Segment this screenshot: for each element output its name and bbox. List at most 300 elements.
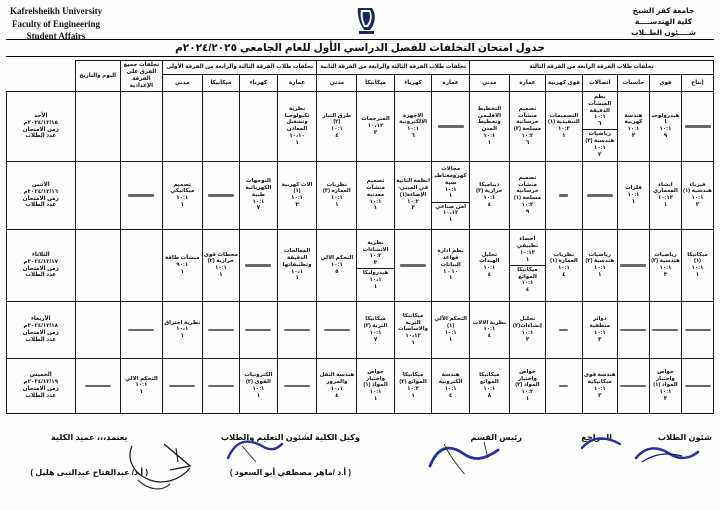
empty-cell bbox=[394, 230, 432, 302]
exam-time: ١٠:١ bbox=[291, 195, 304, 202]
exam-subject: هيدرولوجيا bbox=[651, 112, 680, 126]
group-header-third-fourth-from-first: تخلفات طلاب الفرقة الثالثة والرابعة من الفرقة الأولى bbox=[162, 61, 317, 75]
dash-mark bbox=[620, 385, 646, 387]
exam-subject: تصميم منشآت خرسانية مسلحة (٢) bbox=[513, 106, 542, 133]
dash-mark bbox=[245, 264, 271, 266]
signature-footer bbox=[0, 432, 720, 510]
exam-time: ١٠:١ bbox=[369, 198, 382, 205]
exam-cell bbox=[432, 359, 470, 414]
exam-subject: تصميم منشآت معدنية bbox=[366, 178, 385, 198]
exam-student-count: ٦ bbox=[411, 133, 415, 140]
exam-subject: هندسة كهربية bbox=[624, 112, 643, 126]
exam-cell bbox=[240, 359, 278, 414]
exam-student-count: ١ bbox=[295, 139, 299, 146]
dash-mark bbox=[284, 329, 310, 331]
exam-time: ١٠ - ١ bbox=[443, 268, 459, 275]
empty-cell bbox=[432, 92, 470, 162]
exam-student-count: ٤ bbox=[487, 202, 492, 209]
dash-mark bbox=[559, 329, 568, 331]
exam-time: ١٠:١ bbox=[691, 265, 704, 272]
student-count-label: عدد الطلاب bbox=[25, 392, 57, 399]
exam-time-label: زمن الامتحان bbox=[22, 126, 59, 133]
signature-head-of-department bbox=[470, 432, 522, 468]
subcol-computers: حاسبات bbox=[617, 75, 649, 92]
exam-student-count: ١ bbox=[487, 139, 492, 146]
exam-cell bbox=[469, 162, 509, 230]
group-header-third-fourth-from-second: تخلفات طلاب الفرقة الثالثة والرابعة من الفرقة الثانية bbox=[317, 61, 469, 75]
day-date: ٢٠٢٤/١٢/١٨م bbox=[23, 323, 59, 330]
exam-time: ١٠:١ bbox=[691, 195, 704, 202]
exam-student-count: ٣ bbox=[598, 336, 602, 343]
exam-cell bbox=[357, 92, 395, 162]
exam-student-count: ١ bbox=[139, 389, 144, 396]
exam-student-count: ١ bbox=[411, 339, 415, 346]
table-row bbox=[7, 359, 714, 414]
exam-student-count: ١ bbox=[448, 275, 453, 282]
exam-time: ١٠،١ bbox=[330, 385, 343, 392]
exam-time: ١٠،١ bbox=[176, 326, 189, 333]
exam-student-count: ٤ bbox=[335, 133, 339, 140]
exam-cell bbox=[357, 359, 395, 414]
empty-cell bbox=[202, 92, 240, 162]
dash-mark bbox=[620, 329, 646, 331]
empty-cell bbox=[202, 359, 240, 414]
table-row bbox=[7, 92, 714, 162]
exam-subject: التحكم الآلي (١) bbox=[434, 316, 468, 329]
exam-time: ١٠:١ bbox=[369, 329, 382, 336]
exam-student-count: ١ bbox=[598, 272, 602, 279]
exam-subject: منشآت طاقة bbox=[164, 255, 200, 262]
exam-student-count: ١ bbox=[295, 275, 299, 282]
empty-cell bbox=[75, 162, 120, 230]
exam-subject: دوائر منطقية bbox=[589, 316, 611, 329]
day-date: ٢٠٢٤/١٢/١٧م bbox=[23, 258, 59, 265]
empty-cell bbox=[649, 302, 681, 359]
exam-student-count: ٢ bbox=[631, 133, 636, 140]
student-count-label: عدد الطلاب bbox=[25, 133, 57, 140]
exam-cell bbox=[546, 92, 582, 162]
exam-cell bbox=[317, 230, 357, 302]
exam-time: ١٠:١ bbox=[330, 261, 343, 268]
exam-student-count: ٧ bbox=[256, 205, 261, 212]
exam-student-count: ١ bbox=[631, 198, 636, 205]
exam-subject: فلزات bbox=[625, 185, 642, 192]
day-date-cell bbox=[7, 302, 76, 359]
exam-subject: ميكانيكا الموائع (٢) bbox=[399, 372, 427, 385]
dash-mark bbox=[620, 264, 646, 266]
exam-student-count: ١ bbox=[411, 392, 415, 399]
student-count-label: عدد الطلاب bbox=[25, 202, 57, 209]
empty-cell bbox=[681, 359, 713, 414]
exam-subject: هندسة قوى ميكانيكية bbox=[583, 372, 616, 385]
exam-time-label: زمن الامتحان bbox=[22, 195, 59, 202]
empty-cell bbox=[546, 162, 582, 230]
exam-subject: تصميم منشآت خرسانية مسلحة (١) bbox=[513, 175, 542, 202]
dash-mark bbox=[652, 329, 678, 331]
exam-subject: هندسة الكترونية bbox=[438, 372, 463, 385]
faculty-name-ar: كلية الهندســــة bbox=[635, 16, 693, 26]
exam-student-count: ٢ bbox=[598, 392, 602, 399]
exam-cell bbox=[317, 359, 357, 414]
exam-cell bbox=[317, 92, 357, 162]
column-header-day-date: اليوم والتاريخ bbox=[75, 61, 120, 92]
exam-time: ١٠:١ bbox=[593, 385, 606, 392]
student-count-label: عدد الطلاب bbox=[25, 272, 57, 279]
subcol-mech-2nd: ميكانيكا bbox=[357, 75, 395, 92]
group-header-fourth-from-third: تخلفات طلاب الفرقة الرابعة من الفرقة الثالثة bbox=[469, 61, 713, 75]
exam-subject: ميكانيكا التربة والاساسات bbox=[398, 312, 429, 333]
exam-subject: تصميم ميكانيكي bbox=[170, 181, 195, 195]
university-logo-icon bbox=[350, 5, 384, 35]
exam-time: ١٠:١ bbox=[252, 198, 265, 205]
signature-role-1: المراجع bbox=[581, 433, 612, 442]
exam-student-count: ٤ bbox=[448, 392, 453, 399]
dash-mark bbox=[587, 194, 613, 196]
exam-time-label: زمن الامتحان bbox=[22, 330, 59, 336]
exam-time: ١٠:١ bbox=[407, 126, 420, 133]
exam-time: ١٠:١ bbox=[483, 195, 496, 202]
empty-cell bbox=[681, 302, 713, 359]
exam-time: ١٠،١٠ bbox=[289, 132, 305, 139]
exam-student-count: ٢ bbox=[695, 202, 700, 209]
exam-time: ١٠:١ bbox=[444, 329, 457, 336]
exam-student-count: ٣ bbox=[663, 272, 668, 279]
exam-time: ١٠:١ bbox=[330, 126, 343, 133]
exam-cell bbox=[394, 302, 432, 359]
exam-student-count: ١ bbox=[562, 133, 566, 140]
exam-cell bbox=[162, 230, 202, 302]
exam-time: ١٠:٢ bbox=[407, 198, 420, 205]
day-date-cell bbox=[7, 359, 76, 414]
exam-time: ١٠:١ bbox=[252, 385, 265, 392]
exam-cell bbox=[357, 302, 395, 359]
subcol-architecture-2nd: عمارة bbox=[432, 75, 470, 92]
empty-cell bbox=[277, 359, 317, 414]
exam-subject: فيزياء هندسية (١) bbox=[683, 181, 712, 195]
dash-mark bbox=[208, 385, 234, 387]
faculty-name-en: Faculty of Engineering bbox=[12, 18, 101, 29]
student-count-label: عدد الطلاب bbox=[25, 336, 57, 343]
exam-student-count: ١ bbox=[180, 268, 185, 275]
exam-cell bbox=[277, 230, 317, 302]
empty-cell bbox=[681, 92, 713, 162]
empty-cell bbox=[162, 359, 202, 414]
exam-time: ٩٠:١ bbox=[176, 261, 189, 268]
day-name: الأربعاء bbox=[31, 316, 51, 323]
empty-cell bbox=[617, 230, 649, 302]
exam-cell bbox=[617, 162, 649, 230]
exam-cell bbox=[649, 230, 681, 302]
exam-subject: المعالجات الدقيقة وتطبيقاتها bbox=[282, 248, 312, 268]
exam-cell bbox=[162, 302, 202, 359]
exam-subject: نظريات العمارة (١) bbox=[550, 251, 578, 265]
exam-time: ١٠:١ bbox=[521, 329, 534, 336]
exam-cell bbox=[277, 162, 317, 230]
exam-cell-split: نظم المنشآت الدقيقة ١٠:١ ٦ رياضيات هندسية (٣) ١٠:١ ٢ bbox=[582, 92, 617, 162]
exam-cell bbox=[509, 359, 545, 414]
university-name-ar: جامعة كفر الشيخ bbox=[632, 6, 695, 15]
day-date-cell bbox=[7, 162, 76, 230]
empty-cell bbox=[202, 162, 240, 230]
subcol-power-mech: قوى bbox=[649, 75, 681, 92]
dash-mark bbox=[685, 329, 711, 331]
exam-time: ١٠:١ bbox=[659, 265, 672, 272]
signature-role-4: يعتمد،،، عميد الكلية bbox=[50, 433, 128, 442]
exam-student-count: ١ bbox=[180, 333, 185, 340]
exam-cell bbox=[617, 92, 649, 162]
dash-mark bbox=[438, 125, 464, 127]
exam-subject: ديناميكا حرارية (٢) bbox=[476, 181, 503, 195]
empty-cell bbox=[75, 302, 120, 359]
exam-time: ١٠:١٢ bbox=[657, 195, 674, 202]
exam-time: ١٠:١ bbox=[214, 265, 227, 272]
day-name: الثلاثاء bbox=[32, 251, 50, 258]
exam-student-count: ١ bbox=[180, 202, 185, 209]
exam-subject: التصميمات التنفيذية (١) bbox=[548, 112, 580, 126]
dash-mark bbox=[208, 329, 234, 331]
dash-mark bbox=[324, 329, 350, 331]
exam-subject: الاجهزة الالكترونية bbox=[399, 112, 428, 126]
exam-student-count: ٩ bbox=[525, 208, 530, 215]
exam-subject: تحليل الهيدات bbox=[479, 251, 500, 265]
empty-cell bbox=[75, 92, 120, 162]
empty-cell bbox=[120, 162, 162, 230]
exam-cell bbox=[202, 230, 240, 302]
exam-cell bbox=[582, 359, 617, 414]
subcol-communications: اتصالات bbox=[582, 75, 617, 92]
table-group-header-row bbox=[7, 61, 714, 75]
exam-time: ١٠:٢ bbox=[521, 389, 534, 395]
exam-subject: ميكانيكا الموائع bbox=[479, 372, 500, 385]
subcol-architecture-4th: عمارة bbox=[509, 75, 545, 92]
exam-subject: نظرية تكنولوجيا وتشغيل المعادن bbox=[284, 106, 310, 133]
empty-cell bbox=[317, 302, 357, 359]
exam-student-count: ١ bbox=[335, 202, 339, 209]
exam-student-count: ٤ bbox=[335, 392, 339, 399]
table-row bbox=[7, 230, 714, 302]
department-name-ar: شــــئون الطــلاب bbox=[631, 27, 696, 37]
exam-cell-split: احصاء تطبيقي ١٠:١٢ ١ ميكانيكا الموائع ١٠:١ ٤ bbox=[509, 230, 545, 302]
exam-time: ١٠:٢ bbox=[521, 201, 534, 208]
empty-cell bbox=[617, 359, 649, 414]
dash-mark bbox=[400, 264, 426, 266]
exam-student-count: ١ bbox=[219, 272, 223, 279]
dash-mark bbox=[685, 385, 711, 387]
university-english-heading bbox=[6, 4, 102, 43]
university-name-en: Kafrelsheikh University bbox=[10, 6, 103, 16]
exam-time-label: زمن الامتحان bbox=[22, 386, 59, 392]
empty-cell bbox=[120, 230, 162, 302]
exam-time: ١٠:١ bbox=[659, 126, 672, 133]
exam-cell bbox=[240, 162, 278, 230]
exam-student-count: ٣ bbox=[411, 205, 415, 212]
day-name: الأحد bbox=[34, 112, 48, 119]
exam-student-count: ١ bbox=[525, 395, 530, 402]
exam-cell bbox=[509, 302, 545, 359]
exam-cell bbox=[681, 230, 713, 302]
exam-subject: محطات قوى حرارية (٢) bbox=[203, 251, 238, 265]
exam-subject: التحكم الالي bbox=[320, 255, 354, 262]
exam-cell bbox=[469, 302, 509, 359]
exam-time: ١٠،١٢ bbox=[367, 122, 384, 129]
subcol-electric-1st: كهرباء bbox=[240, 75, 278, 92]
empty-cell bbox=[75, 230, 120, 302]
table-row bbox=[7, 162, 714, 230]
subcol-civil-4th: مدني bbox=[469, 75, 509, 92]
empty-cell bbox=[546, 359, 582, 414]
exam-time: ١٠:٢ bbox=[407, 385, 420, 392]
empty-cell bbox=[240, 302, 278, 359]
exam-time: ١٠:١ bbox=[444, 385, 457, 392]
exam-time: ١٠:١ bbox=[593, 329, 606, 336]
empty-cell bbox=[240, 92, 278, 162]
university-arabic-heading bbox=[631, 4, 714, 39]
exam-time: ١٠:١ bbox=[176, 195, 189, 202]
exam-cell bbox=[469, 92, 509, 162]
exam-subject: رياضيات هندسية (٢) bbox=[585, 251, 615, 265]
signature-role-0: شئون الطلاب bbox=[657, 433, 712, 442]
group-header-prep: تخلفات جميع الفرق على الفرقة الإعدادية bbox=[120, 61, 162, 92]
dash-mark bbox=[284, 385, 310, 387]
exam-cell bbox=[509, 92, 545, 162]
exam-cell bbox=[469, 230, 509, 302]
empty-cell bbox=[546, 302, 582, 359]
title-section bbox=[6, 39, 714, 57]
exam-subject: رياضيات هندسية (٢) bbox=[651, 251, 680, 265]
dash-mark bbox=[128, 329, 154, 331]
subcol-electric-power: قوى كهربية bbox=[546, 75, 582, 92]
exam-student-count: ١ bbox=[663, 202, 668, 209]
empty-cell bbox=[202, 302, 240, 359]
day-date: ٢٠٢٤/١٢/١٥م bbox=[23, 119, 59, 126]
exam-subject: الات كهربية (١) bbox=[281, 181, 313, 195]
exam-time: ١٠:١ bbox=[483, 385, 496, 392]
empty-cell bbox=[240, 230, 278, 302]
subcol-production: إنتاج bbox=[681, 75, 713, 92]
dash-mark bbox=[685, 125, 711, 127]
signature-role-3: وكيل الكلية لشئون التعليم والطلاب bbox=[220, 433, 360, 442]
exam-student-count: ١ bbox=[373, 395, 378, 402]
subcol-electric-2nd: كهرباء bbox=[394, 75, 432, 92]
exam-cell-split: نظرية الانشاءات ١٠:٢ ٣ هيدروليكا ١٠،١ ١ bbox=[357, 230, 395, 302]
empty-cell bbox=[582, 162, 617, 230]
exam-student-count: ٥ bbox=[335, 268, 339, 275]
exam-subject: تحليل إنشاءات(٢) bbox=[513, 316, 542, 329]
exam-subject: نظم ادارة قواعد البيانات bbox=[437, 248, 464, 268]
empty-cell bbox=[75, 359, 120, 414]
dash-mark bbox=[559, 194, 568, 196]
day-date: ٢٠٢٤/١٢/١٦م bbox=[23, 188, 59, 195]
signature-reviewer bbox=[581, 432, 612, 468]
exam-time: ١٠:١ bbox=[627, 191, 640, 198]
exam-student-count: ٤ bbox=[562, 272, 566, 279]
exam-student-count: ١ bbox=[695, 272, 700, 279]
exam-cell bbox=[681, 162, 713, 230]
dash-mark bbox=[128, 194, 154, 196]
empty-cell bbox=[120, 92, 162, 162]
exam-time: ١٠،١ bbox=[291, 268, 304, 275]
page-title: جدول امتحان التخلفات للفصل الدراسي الأول للعام الجامعي ٢٠٢٤/٢٠٢٥م bbox=[6, 40, 714, 57]
day-date-cell bbox=[7, 92, 76, 162]
exam-subject: انشاء المعماري bbox=[653, 181, 678, 195]
exam-time: ١٠:١ bbox=[369, 389, 382, 395]
dash-mark bbox=[169, 385, 195, 387]
exam-time: ١٠:١ bbox=[330, 195, 343, 202]
dash-mark bbox=[85, 385, 111, 387]
day-date: ٢٠٢٤/١٢/١٩م bbox=[23, 379, 59, 386]
exam-time: ١٠:١ bbox=[659, 389, 672, 395]
subcol-civil-1st: مدني bbox=[162, 75, 202, 92]
exam-subject: الكترونيات القوى (٢) bbox=[244, 372, 273, 385]
day-name: الخميس bbox=[29, 372, 52, 379]
exam-time: ١٠:١ bbox=[483, 132, 496, 139]
exam-student-count: ٧ bbox=[373, 336, 378, 343]
exam-time: ١٠:١ bbox=[557, 265, 570, 272]
day-date-cell bbox=[7, 230, 76, 302]
exam-cell bbox=[469, 359, 509, 414]
exam-subject: التوجهات الكهربائية طبية bbox=[245, 178, 272, 198]
exam-subject: التخطيط الاقليمي وتخطيط المدن bbox=[477, 106, 502, 133]
exam-time: ١٠:١ bbox=[483, 265, 496, 272]
exam-subject: التحكم الالي bbox=[124, 375, 158, 382]
exam-time: ١٠،١٢ bbox=[405, 333, 421, 339]
document-header bbox=[6, 4, 714, 42]
empty-cell bbox=[277, 302, 317, 359]
exam-subject: نظرية الالات bbox=[472, 319, 507, 326]
dash-mark bbox=[559, 385, 568, 387]
exam-student-count: ٩ bbox=[663, 133, 668, 140]
exam-time-label: زمن الامتحان bbox=[22, 265, 59, 272]
exam-subject: خواص واختبار المواد (٢) bbox=[515, 368, 540, 389]
exam-student-count: ١ bbox=[373, 205, 378, 212]
day-name: الاثنين bbox=[31, 181, 50, 188]
empty-cell bbox=[162, 92, 202, 162]
exam-subject: نظريات العمارة (٣) bbox=[322, 181, 351, 195]
exam-subject: خواص واختبار المواد (١) bbox=[363, 368, 388, 389]
dash-mark bbox=[245, 329, 271, 331]
empty-cell bbox=[617, 302, 649, 359]
exam-cell bbox=[432, 230, 470, 302]
exam-subject: المترجمات bbox=[361, 116, 390, 123]
signature-role-2: رئيس القسم bbox=[470, 433, 522, 442]
exam-student-count: ٣ bbox=[663, 395, 668, 402]
exam-cell bbox=[649, 162, 681, 230]
exam-time: ١٠:١ bbox=[627, 126, 640, 133]
exam-time: ١٠:٢ bbox=[521, 132, 534, 139]
exam-subject: ميكانيكا التربة (٢) bbox=[363, 316, 388, 329]
exam-cell bbox=[394, 162, 432, 230]
exam-cell bbox=[394, 359, 432, 414]
signature-dean bbox=[30, 432, 148, 477]
exam-student-count: ٢ bbox=[373, 129, 378, 136]
exam-cell bbox=[432, 302, 470, 359]
exam-subject: خواص واختبار المواد (١) bbox=[653, 368, 678, 389]
exam-time: ١٠:١ bbox=[135, 382, 148, 389]
exam-student-count: ٨ bbox=[487, 392, 492, 399]
exam-student-count: ١ bbox=[256, 392, 261, 399]
exam-cell bbox=[120, 359, 162, 414]
signature-name-4: ( أ.د/ عبدالفتاح عبدالنبى هليل ) bbox=[30, 468, 148, 477]
signature-name-3: ( أ.د /ماهر مصطفي أبو السعود ) bbox=[229, 468, 352, 477]
exam-cell bbox=[546, 230, 582, 302]
signature-student-affairs bbox=[658, 432, 712, 468]
exam-cell-split: مجالات كهرومغناطيسية ١٠:١ ١ امن صناعي ١٠،١٢ ١ bbox=[432, 162, 470, 230]
exam-cell bbox=[582, 230, 617, 302]
exam-cell bbox=[317, 162, 357, 230]
table-body bbox=[7, 92, 714, 414]
exam-subject: ميكانيكا (١) bbox=[687, 251, 708, 265]
exam-subject: هندسة النقل والمرور bbox=[319, 372, 355, 385]
